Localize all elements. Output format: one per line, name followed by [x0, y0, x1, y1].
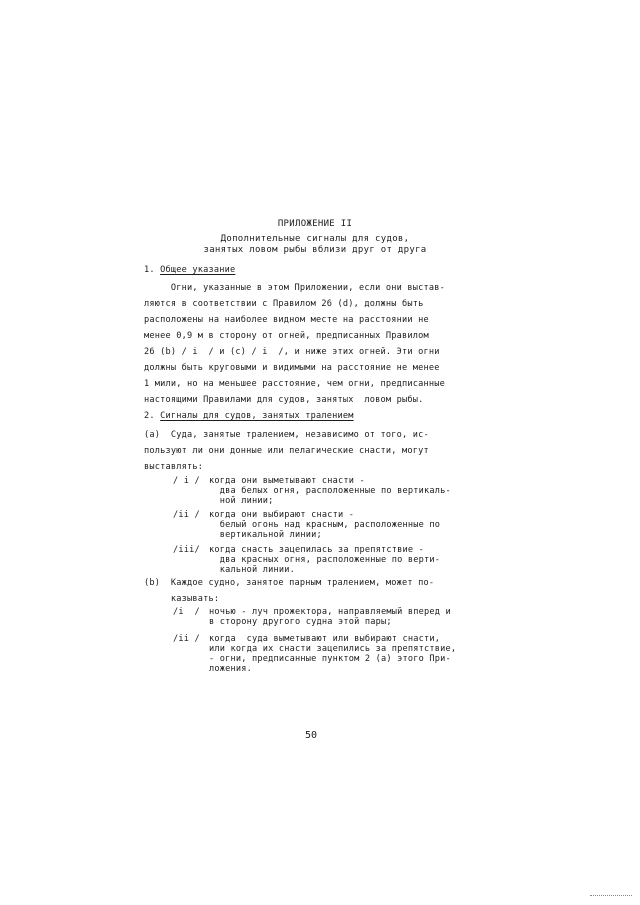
section-1-line: настоящими Правилами для судов, занятых ловом рыбы.	[144, 395, 424, 405]
appendix-title: ПРИЛОЖЕНИЕ II	[277, 219, 353, 229]
item-b-i-line: ночью - луч прожектора, направляемый вперед и	[209, 607, 451, 617]
section-1-line: расположены на наиболее видном месте на расстоянии не	[144, 315, 429, 325]
item-a-i-line: два белых огня, расположенные по вертикаль-	[209, 486, 451, 496]
item-a-ii-marker: /ii /	[173, 510, 200, 520]
section-2-title: Сигналы для судов, занятых тралением	[160, 411, 354, 421]
item-a-ii-line: вертикальной линии;	[209, 530, 322, 540]
item-b-i-marker: /i /	[173, 607, 200, 617]
item-a-iii-line: когда снасть зацепилась за препятствие -	[209, 545, 424, 555]
section-1-line: должны быть круговыми и видимыми на расстояние не менее	[144, 363, 440, 373]
section-1-number: 1.	[144, 265, 161, 275]
item-a-i-marker: / i /	[173, 476, 200, 486]
section-1-line: 1 мили, но на меньшее расстояние, чем огни, предписанные	[144, 379, 445, 389]
section-1-line: ляются в соответствии с Правилом 26 (d), должны быть	[144, 299, 424, 309]
section-1-line: менее 0,9 м в сторону от огней, предписанных Правилом	[144, 331, 429, 341]
item-a-iii-marker: /iii/	[173, 545, 200, 555]
item-a-ii-line: когда они выбирают снасти -	[209, 510, 355, 520]
paragraph-b-line: казывать:	[144, 594, 220, 604]
section-1-heading	[144, 265, 235, 276]
item-a-ii-line: белый огонь над красным, расположенные по	[209, 520, 441, 530]
item-b-ii-line: или когда их снасти зацепились за препятствие,	[209, 644, 457, 654]
section-2-number: 2.	[144, 411, 161, 421]
paragraph-b-line: (b) Каждое судно, занятое парным тралением, может по-	[144, 578, 435, 588]
paragraph-a-line: пользуют ли они донные или пелагические снасти, могут	[144, 446, 429, 456]
item-b-ii-marker: /ii /	[173, 634, 200, 644]
item-a-i-line: ной линии;	[209, 496, 274, 506]
item-b-i-line: в сторону другого судна этой пары;	[209, 617, 392, 627]
appendix-subtitle-line-1: Дополнительные сигналы для судов,	[220, 234, 410, 244]
scan-artifact-divider	[590, 895, 632, 898]
item-a-iii-line: два красных огня, расположенные по верти-	[209, 555, 441, 565]
appendix-subtitle-line-2: занятых ловом рыбы вблизи друг от друга	[203, 245, 427, 255]
paragraph-a-line: выставлять:	[144, 462, 204, 472]
section-1-line: Огни, указанные в этом Приложении, если они выстав-	[144, 283, 445, 293]
item-b-ii-line: ложения.	[209, 664, 252, 674]
page-number: 50	[305, 730, 318, 741]
section-1-title: Общее указание	[160, 265, 236, 275]
section-1-line: 26 (b) / i / и (c) / i /, и ниже этих огней. Эти огни	[144, 347, 440, 357]
item-b-ii-line: - огни, предписанные пунктом 2 (a) этого При-	[209, 654, 451, 664]
section-2-heading	[144, 411, 354, 422]
paragraph-a-line: (a) Суда, занятые тралением, независимо от того, ис-	[144, 430, 429, 440]
item-b-ii-line: когда суда выметывают или выбирают снасти,	[209, 634, 441, 644]
item-a-i-line: когда они выметывают снасти -	[209, 476, 365, 486]
item-a-iii-line: кальной линии.	[209, 565, 295, 575]
